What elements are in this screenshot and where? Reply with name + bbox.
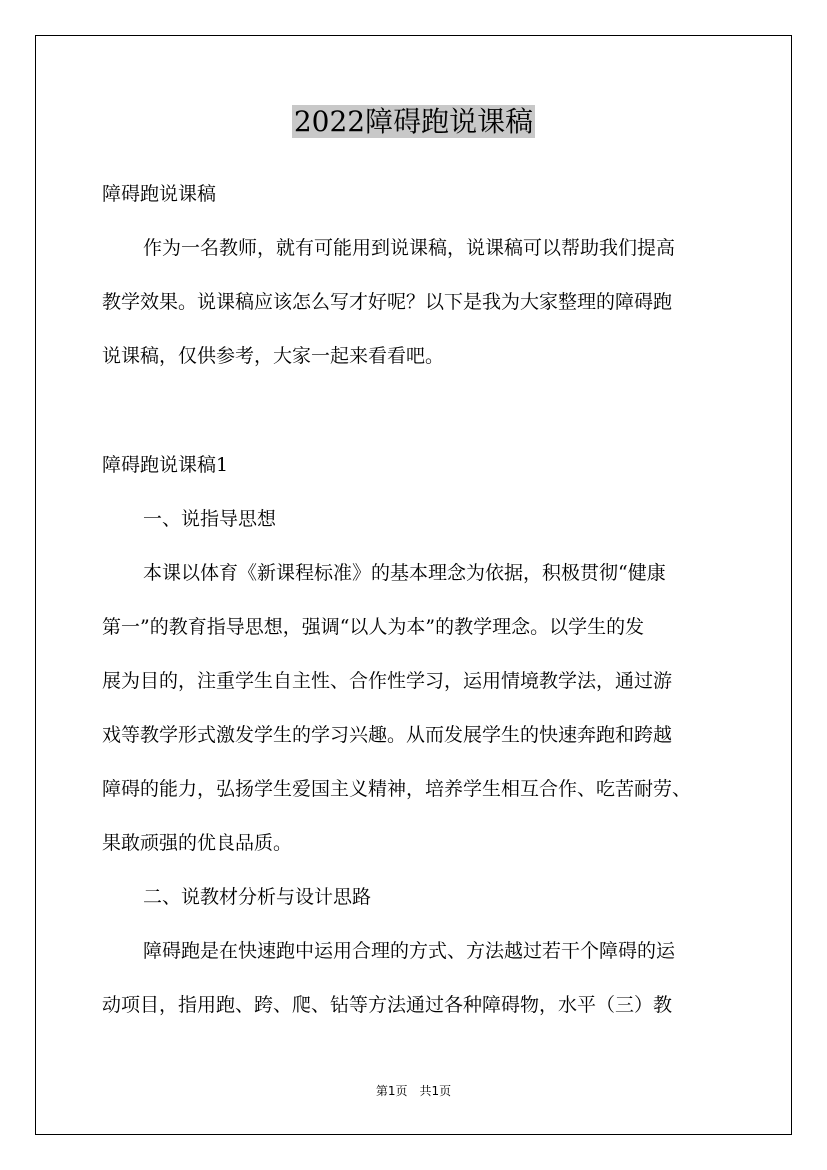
paragraph-line: 本课以体育《新课程标准》的基本理念为依据，积极贯彻“健康 [143, 562, 666, 584]
paragraph-line: 果敢顽强的优良品质。 [102, 832, 293, 854]
subsection-heading: 二、说教材分析与设计思路 [143, 886, 372, 908]
subtitle-line: 障碍跑说课稿 [102, 183, 217, 205]
subsection-heading: 一、说指导思想 [143, 508, 277, 530]
paragraph-line: 障碍的能力，弘扬学生爱国主义精神，培养学生相互合作、吃苦耐劳、 [102, 778, 692, 800]
paragraph-line: 动项目，指用跑、跨、爬、钻等方法通过各种障碍物，水平（三）教 [102, 994, 673, 1016]
paragraph-line: 作为一名教师，就有可能用到说课稿，说课稿可以帮助我们提高 [143, 237, 676, 259]
paragraph-line: 第一”的教育指导思想，强调“以人为本”的教学理念。以学生的发 [102, 616, 645, 638]
paragraph-line: 障碍跑是在快速跑中运用合理的方式、方法越过若干个障碍的运 [143, 940, 676, 962]
document-title: 2022障碍跑说课稿 [293, 105, 534, 138]
paragraph-line: 说课稿，仅供参考，大家一起来看看吧。 [102, 345, 445, 367]
paragraph-line: 展为目的，注重学生自主性、合作性学习，运用情境教学法，通过游 [102, 670, 673, 692]
page-footer: 第1页 共1页 [375, 1084, 452, 1098]
paragraph-line: 教学效果。说课稿应该怎么写才好呢？以下是我为大家整理的障碍跑 [102, 291, 673, 313]
section-heading: 障碍跑说课稿1 [102, 454, 229, 476]
paragraph-line: 戏等教学形式激发学生的学习兴趣。从而发展学生的快速奔跑和跨越 [102, 724, 673, 746]
